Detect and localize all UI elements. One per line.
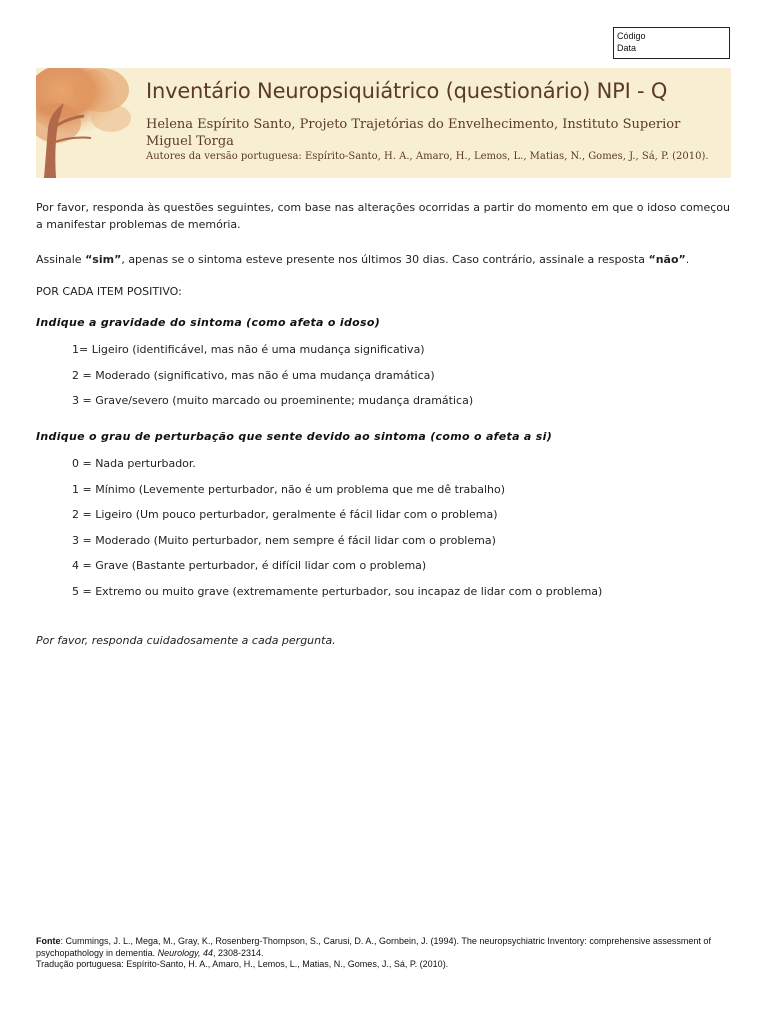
list-item: 1= Ligeiro (identificável, mas não é uma mudança significativa) [72,343,425,356]
instruction-text-middle: , apenas se o sintoma esteve presente nos últimos 30 dias. Caso contrário, assinale a resposta [121,253,649,266]
positive-item-label: POR CADA ITEM POSITIVO: [36,285,182,298]
source-pages: , 2308-2314. [212,947,264,958]
tree-illustration-icon [36,68,136,178]
list-item: 2 = Ligeiro (Um pouco perturbador, geralmente é fácil lidar com o problema) [72,508,498,522]
list-item: 3 = Moderado (Muito perturbador, nem sempre é fácil lidar com o problema) [72,533,496,547]
answer-no: “não” [648,253,686,266]
translation-citation: Tradução portuguesa: Espírito-Santo, H. A., Amaro, H., Lemos, L., Matias, N., Gomes, J., Sá, P. (2010). [36,959,449,969]
source-citation [36,936,730,959]
intro-paragraph: Por favor, responda às questões seguintes, com base nas alterações ocorridas a partir do momento em que o idoso começou a manifestar problemas de memória. [36,201,730,231]
source-text: : Cummings, J. L., Mega, M., Gray, K., Rosenberg-Thompson, S., Carusi, D. A., Gornbein, J. (1994). The neuropsychiatric Inventory: comprehensive assessment of psychopathology in dementia. [36,936,711,958]
header-band [36,68,731,178]
distress-heading: Indique o grau de perturbação que sente devido ao sintoma (como o afeta a si) [36,430,553,443]
distress-list [72,455,712,609]
instruction-paragraph [36,251,730,268]
list-item: 2 = Moderado (significativo, mas não é uma mudança dramática) [72,368,435,382]
severity-heading: Indique a gravidade do sintoma (como afeta o idoso) [36,316,381,329]
severity-list [72,341,712,418]
list-item: 4 = Grave (Bastante perturbador, é difícil lidar com o problema) [72,559,427,573]
instruction-text-after: . [685,253,690,266]
answer-yes: “sim” [85,253,122,266]
subtitle: Helena Espírito Santo, Projeto Trajetórias do Envelhecimento, Instituto Superior Miguel Torga [146,117,681,149]
footer-source [36,936,730,971]
list-item: 1 = Mínimo (Levemente perturbador, não é um problema que me dê trabalho) [72,482,505,496]
authors-line: Autores da versão portuguesa: Espírito-Santo, H. A., Amaro, H., Lemos, L., Matias, N., Gomes, J., Sá, P. (2010). [146,151,709,162]
instruction-text-before: Assinale [36,253,86,266]
code-label: Código [617,31,646,41]
journal-name: Neurology, 44 [157,947,213,958]
list-item: 5 = Extremo ou muito grave (extremamente perturbador, sou incapaz de lidar com o problema) [72,584,603,598]
page-title: Inventário Neuropsiquiátrico (questionário) NPI - Q [146,79,668,103]
list-item: 0 = Nada perturbador. [72,457,196,470]
date-label: Data [617,43,637,53]
list-item: 3 = Grave/severo (muito marcado ou proeminente; mudança dramática) [72,394,474,408]
closing-note: Por favor, responda cuidadosamente a cada pergunta. [36,634,336,647]
source-label: Fonte [36,936,61,946]
code-date-box [613,27,730,59]
